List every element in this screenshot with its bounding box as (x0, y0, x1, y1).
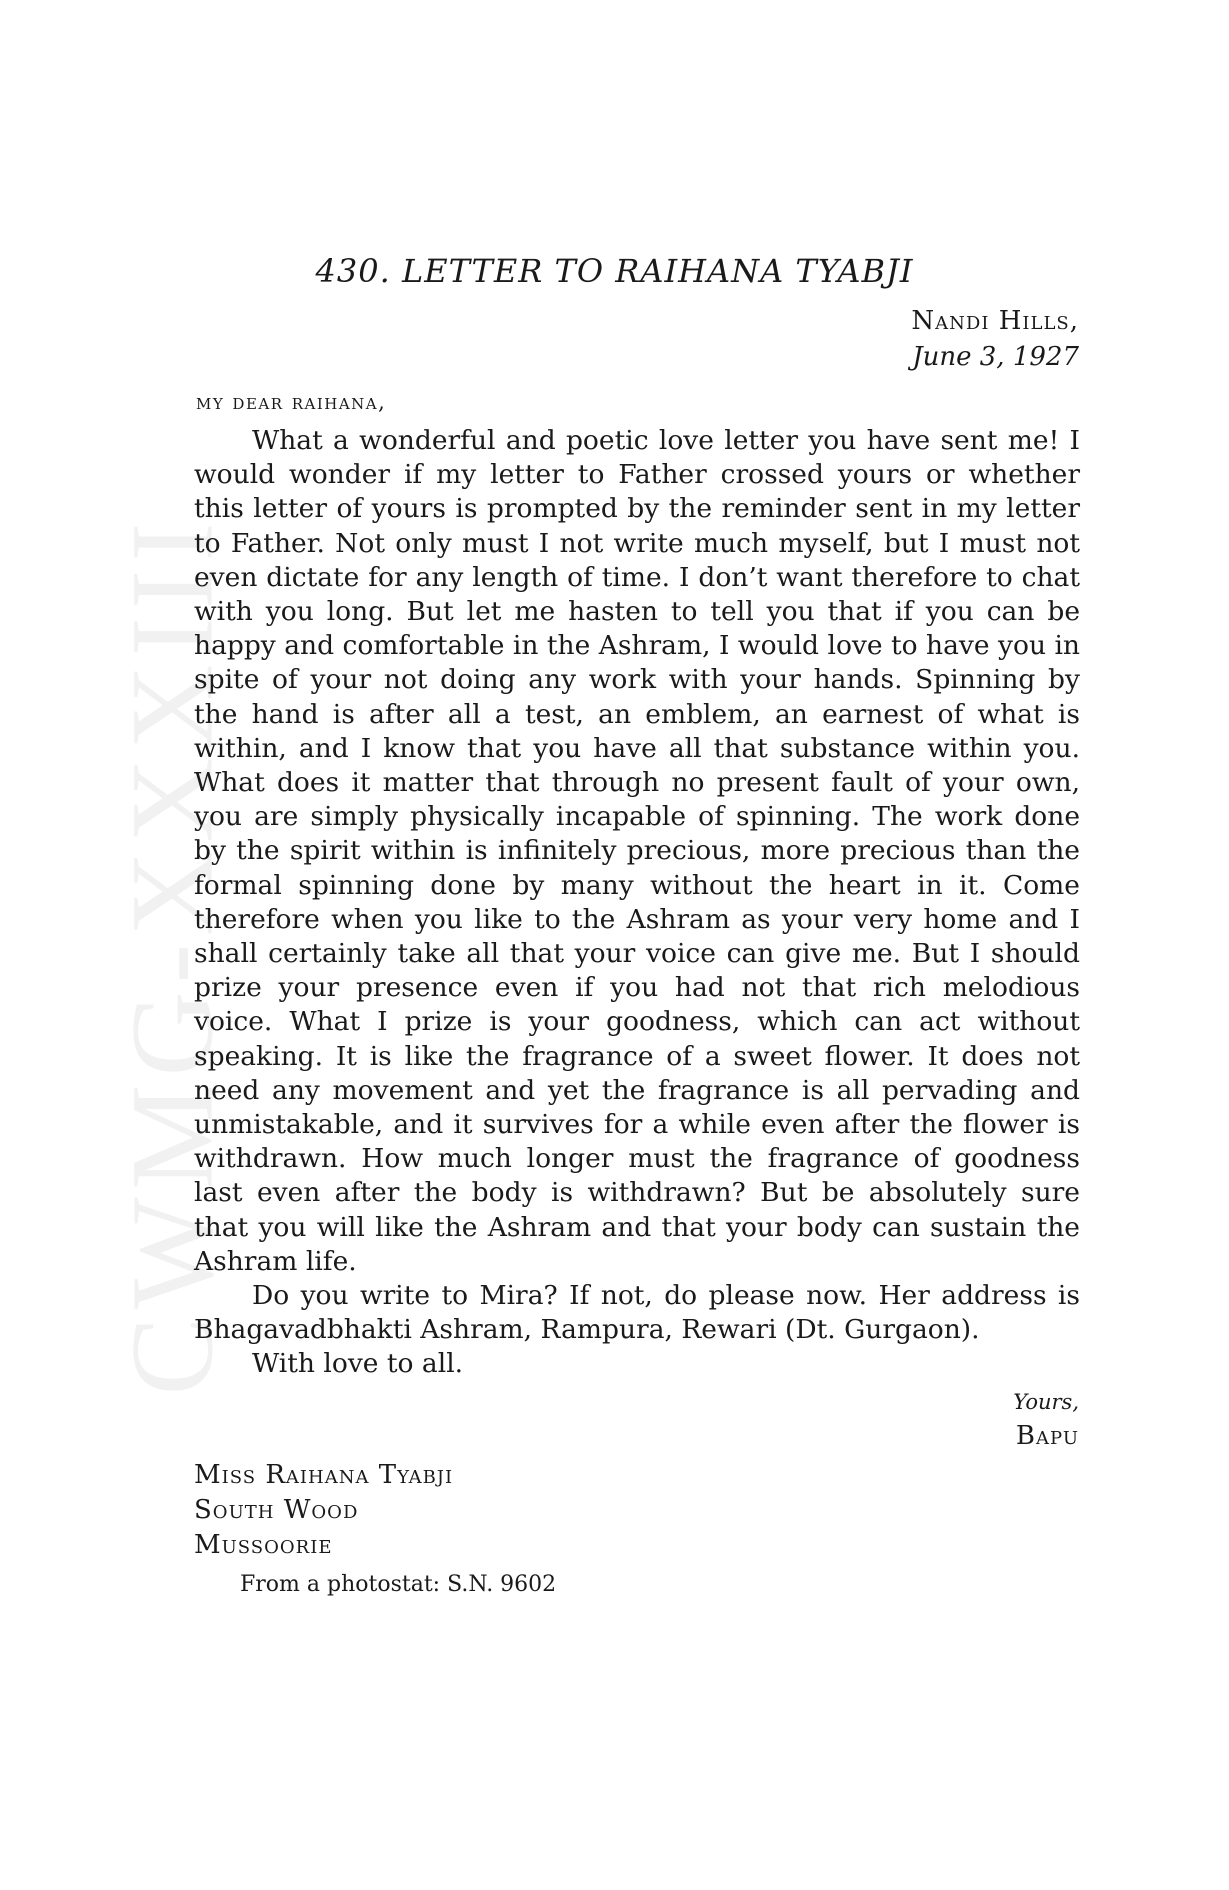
salutation: my dear raihana, (196, 390, 387, 414)
recipient-address (194, 1458, 453, 1563)
body-paragraph-1: What a wonderful and poetic love letter you have sent me! I would wonder if my letter to Father crossed yours or whether this letter of yours is prompted by the reminder sent in my letter to Father. Not only must I not write much myself, but I must not even dictate for any length of time. I don’t want therefore to chat with you long. But let me hasten to tell you that if you can be happy and comfortable in the Ashram, I would love to have you in spite of your not doing any work with your hands. Spinning by the hand is after all a test, an emblem, an earnest of what is within, and I know that you have all that substance within you. What does it matter that through no present fault of your own, you are simply physically incapable of spinning. The work done by the spirit within is infinitely precious, more precious than the formal spinning done by many without the heart in it. Come therefore when you like to the Ashram as your very home and I shall certainly take all that your voice can give me. But I should prize your presence even if you had not that rich melodious voice. What I prize is your goodness, which can act without speaking. It is like the fragrance of a sweet flower. It does not need any movement and yet the fragrance is all pervading and unmistakable, and it survives for a while even after the flower is withdrawn. How much longer must the fragrance of goodness last even after the body is withdrawn? But be absolutely sure that you will like the Ashram and that your body can sustain the Ashram life. (194, 425, 1080, 1277)
body-paragraph-2: Do you write to Mira? If not, do please now. Her address is Bhagavadbhakti Ashram, Rampura, Rewari (Dt. Gurgaon). (194, 1280, 1080, 1346)
source-note: From a photostat: S.N. 9602 (240, 1572, 557, 1597)
address-line-1: South Wood (194, 1495, 359, 1525)
signoff (1013, 1385, 1079, 1453)
dateline-place: Nandi Hills, (911, 306, 1079, 336)
dateline-date: June 3, 1927 (912, 342, 1079, 372)
watermark-text: CWMG-XXXIII (107, 514, 239, 1396)
body-paragraph-3: With love to all. (252, 1348, 464, 1380)
letter-body (194, 424, 1080, 1382)
dateline (911, 303, 1079, 375)
letter-title: 430. LETTER TO RAIHANA TYABJI (315, 252, 914, 290)
signature: Bapu (1015, 1421, 1079, 1451)
address-name: Miss Raihana Tyabji (194, 1460, 454, 1490)
address-line-2: Mussoorie (194, 1530, 333, 1560)
closing-yours: Yours, (1013, 1390, 1079, 1414)
